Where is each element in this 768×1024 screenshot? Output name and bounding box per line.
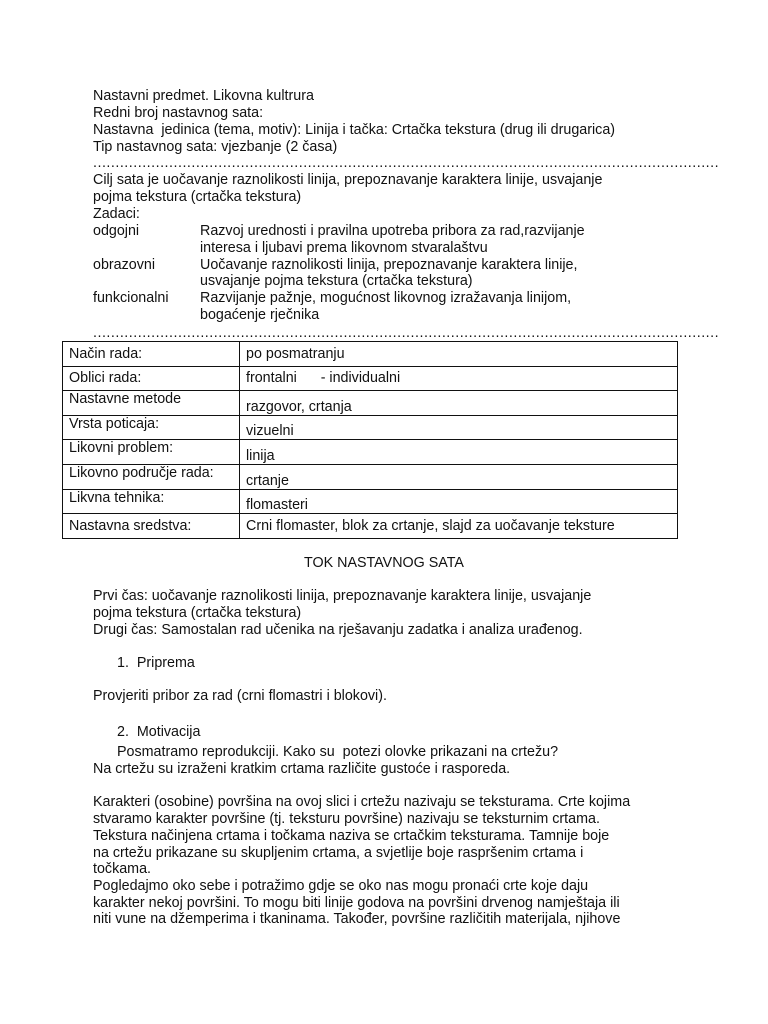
table-label: Vrsta poticaja: [63, 415, 240, 440]
table-label: Likovni problem: [63, 440, 240, 465]
paragraph-line: na crtežu prikazane su skupljenim crtama, a svjetlije boje raspršenim crtama i [93, 845, 584, 861]
table-row [63, 464, 678, 489]
paragraph-line: karakter nekoj površini. To mogu biti linije godova na površini drvenog namještaja ili [93, 895, 620, 911]
motivation-line-2: Na crtežu su izraženi kratkim crtama različite gustoće i rasporeda. [93, 761, 511, 777]
table-label: Oblici rada: [63, 366, 240, 391]
paragraph-line: niti vune na džemperima i tkaninama. Također, površine različitih materijala, njihove [93, 911, 621, 927]
step-heading-motivation: 2. Motivacija [117, 724, 201, 740]
lesson-number-line: Redni broj nastavnog sata: [93, 105, 264, 121]
dotted-separator: ............................................................................................................................................ [93, 155, 720, 171]
table-row [63, 489, 678, 514]
task-text: Razvijanje pažnje, mogućnost likovnog izražavanja linijom, [200, 290, 572, 306]
task-text: bogaćenje rječnika [200, 307, 320, 323]
paragraph-line: stvaramo karakter površine (tj. teksturu površine) nazivaju se teksturnim crtama. [93, 811, 600, 827]
table-value: vizuelni [240, 415, 678, 440]
paragraph-line: točkama. [93, 861, 152, 877]
table-row [63, 342, 678, 367]
table-value: po posmatranju [240, 342, 678, 367]
tasks-label: Zadaci: [93, 206, 140, 222]
task-text: Razvoj urednosti i pravilna upotreba pribora za rad,razvijanje [200, 223, 585, 239]
lesson-type-line: Tip nastavnog sata: vjezbanje (2 časa) [93, 139, 338, 155]
table-value: Crni flomaster, blok za crtanje, slajd za uočavanje teksture [240, 514, 678, 539]
table-label: Nastavna sredstva: [63, 514, 240, 539]
table-value: linija [240, 440, 678, 465]
first-class-line-2: pojma tekstura (crtačka tekstura) [93, 605, 302, 621]
table-label: Likovno područje rada: [63, 464, 240, 489]
lesson-info-table [62, 341, 678, 539]
table-value: razgovor, crtanja [240, 391, 678, 416]
table-row [63, 514, 678, 539]
table-value: crtanje [240, 464, 678, 489]
subject-line: Nastavni predmet. Likovna kultrura [93, 88, 314, 104]
motivation-line-1: Posmatramo reprodukciji. Kako su potezi olovke prikazani na crtežu? [117, 744, 559, 760]
task-name: obrazovni [93, 257, 155, 273]
preparation-text: Provjeriti pribor za rad (crni flomastri i blokovi). [93, 688, 387, 704]
table-label: Način rada: [63, 342, 240, 367]
second-class-line: Drugi čas: Samostalan rad učenika na rješavanju zadatka i analiza urađenog. [93, 622, 583, 638]
task-name: odgojni [93, 223, 140, 239]
section-title: TOK NASTAVNOG SATA [304, 555, 464, 571]
table-row [63, 391, 678, 416]
table-row [63, 415, 678, 440]
table-value: flomasteri [240, 489, 678, 514]
table-row [63, 440, 678, 465]
task-text: Uočavanje raznolikosti linija, prepoznavanje karaktera linije, [200, 257, 578, 273]
task-text: usvajanje pojma tekstura (crtačka tekstura) [200, 273, 473, 289]
table-value: frontalni - individualni [240, 366, 678, 391]
task-name: funkcionalni [93, 290, 169, 306]
paragraph-line: Karakteri (osobine) površina na ovoj slici i crtežu nazivaju se teksturama. Crte kojima [93, 794, 631, 810]
lesson-unit-line: Nastavna jedinica (tema, motiv): Linija i tačka: Crtačka tekstura (drug ili drugarica) [93, 122, 616, 138]
table-row [63, 366, 678, 391]
step-heading-preparation: 1. Priprema [117, 655, 195, 671]
paragraph-line: Tekstura načinjena crtama i točkama naziva se crtačkim teksturama. Tamnije boje [93, 828, 610, 844]
goal-line-1: Cilj sata je uočavanje raznolikosti linija, prepoznavanje karaktera linije, usvajanje [93, 172, 603, 188]
table-label: Likvna tehnika: [63, 489, 240, 514]
table-label: Nastavne metode [63, 391, 240, 416]
paragraph-line: Pogledajmo oko sebe i potražimo gdje se oko nas mogu pronaći crte koje daju [93, 878, 589, 894]
dotted-separator: ............................................................................................................................................ [93, 325, 720, 341]
goal-line-2: pojma tekstura (crtačka tekstura) [93, 189, 302, 205]
task-text: interesa i ljubavi prema likovnom stvaralaštvu [200, 240, 488, 256]
first-class-line-1: Prvi čas: uočavanje raznolikosti linija, prepoznavanje karaktera linije, usvajanje [93, 588, 592, 604]
